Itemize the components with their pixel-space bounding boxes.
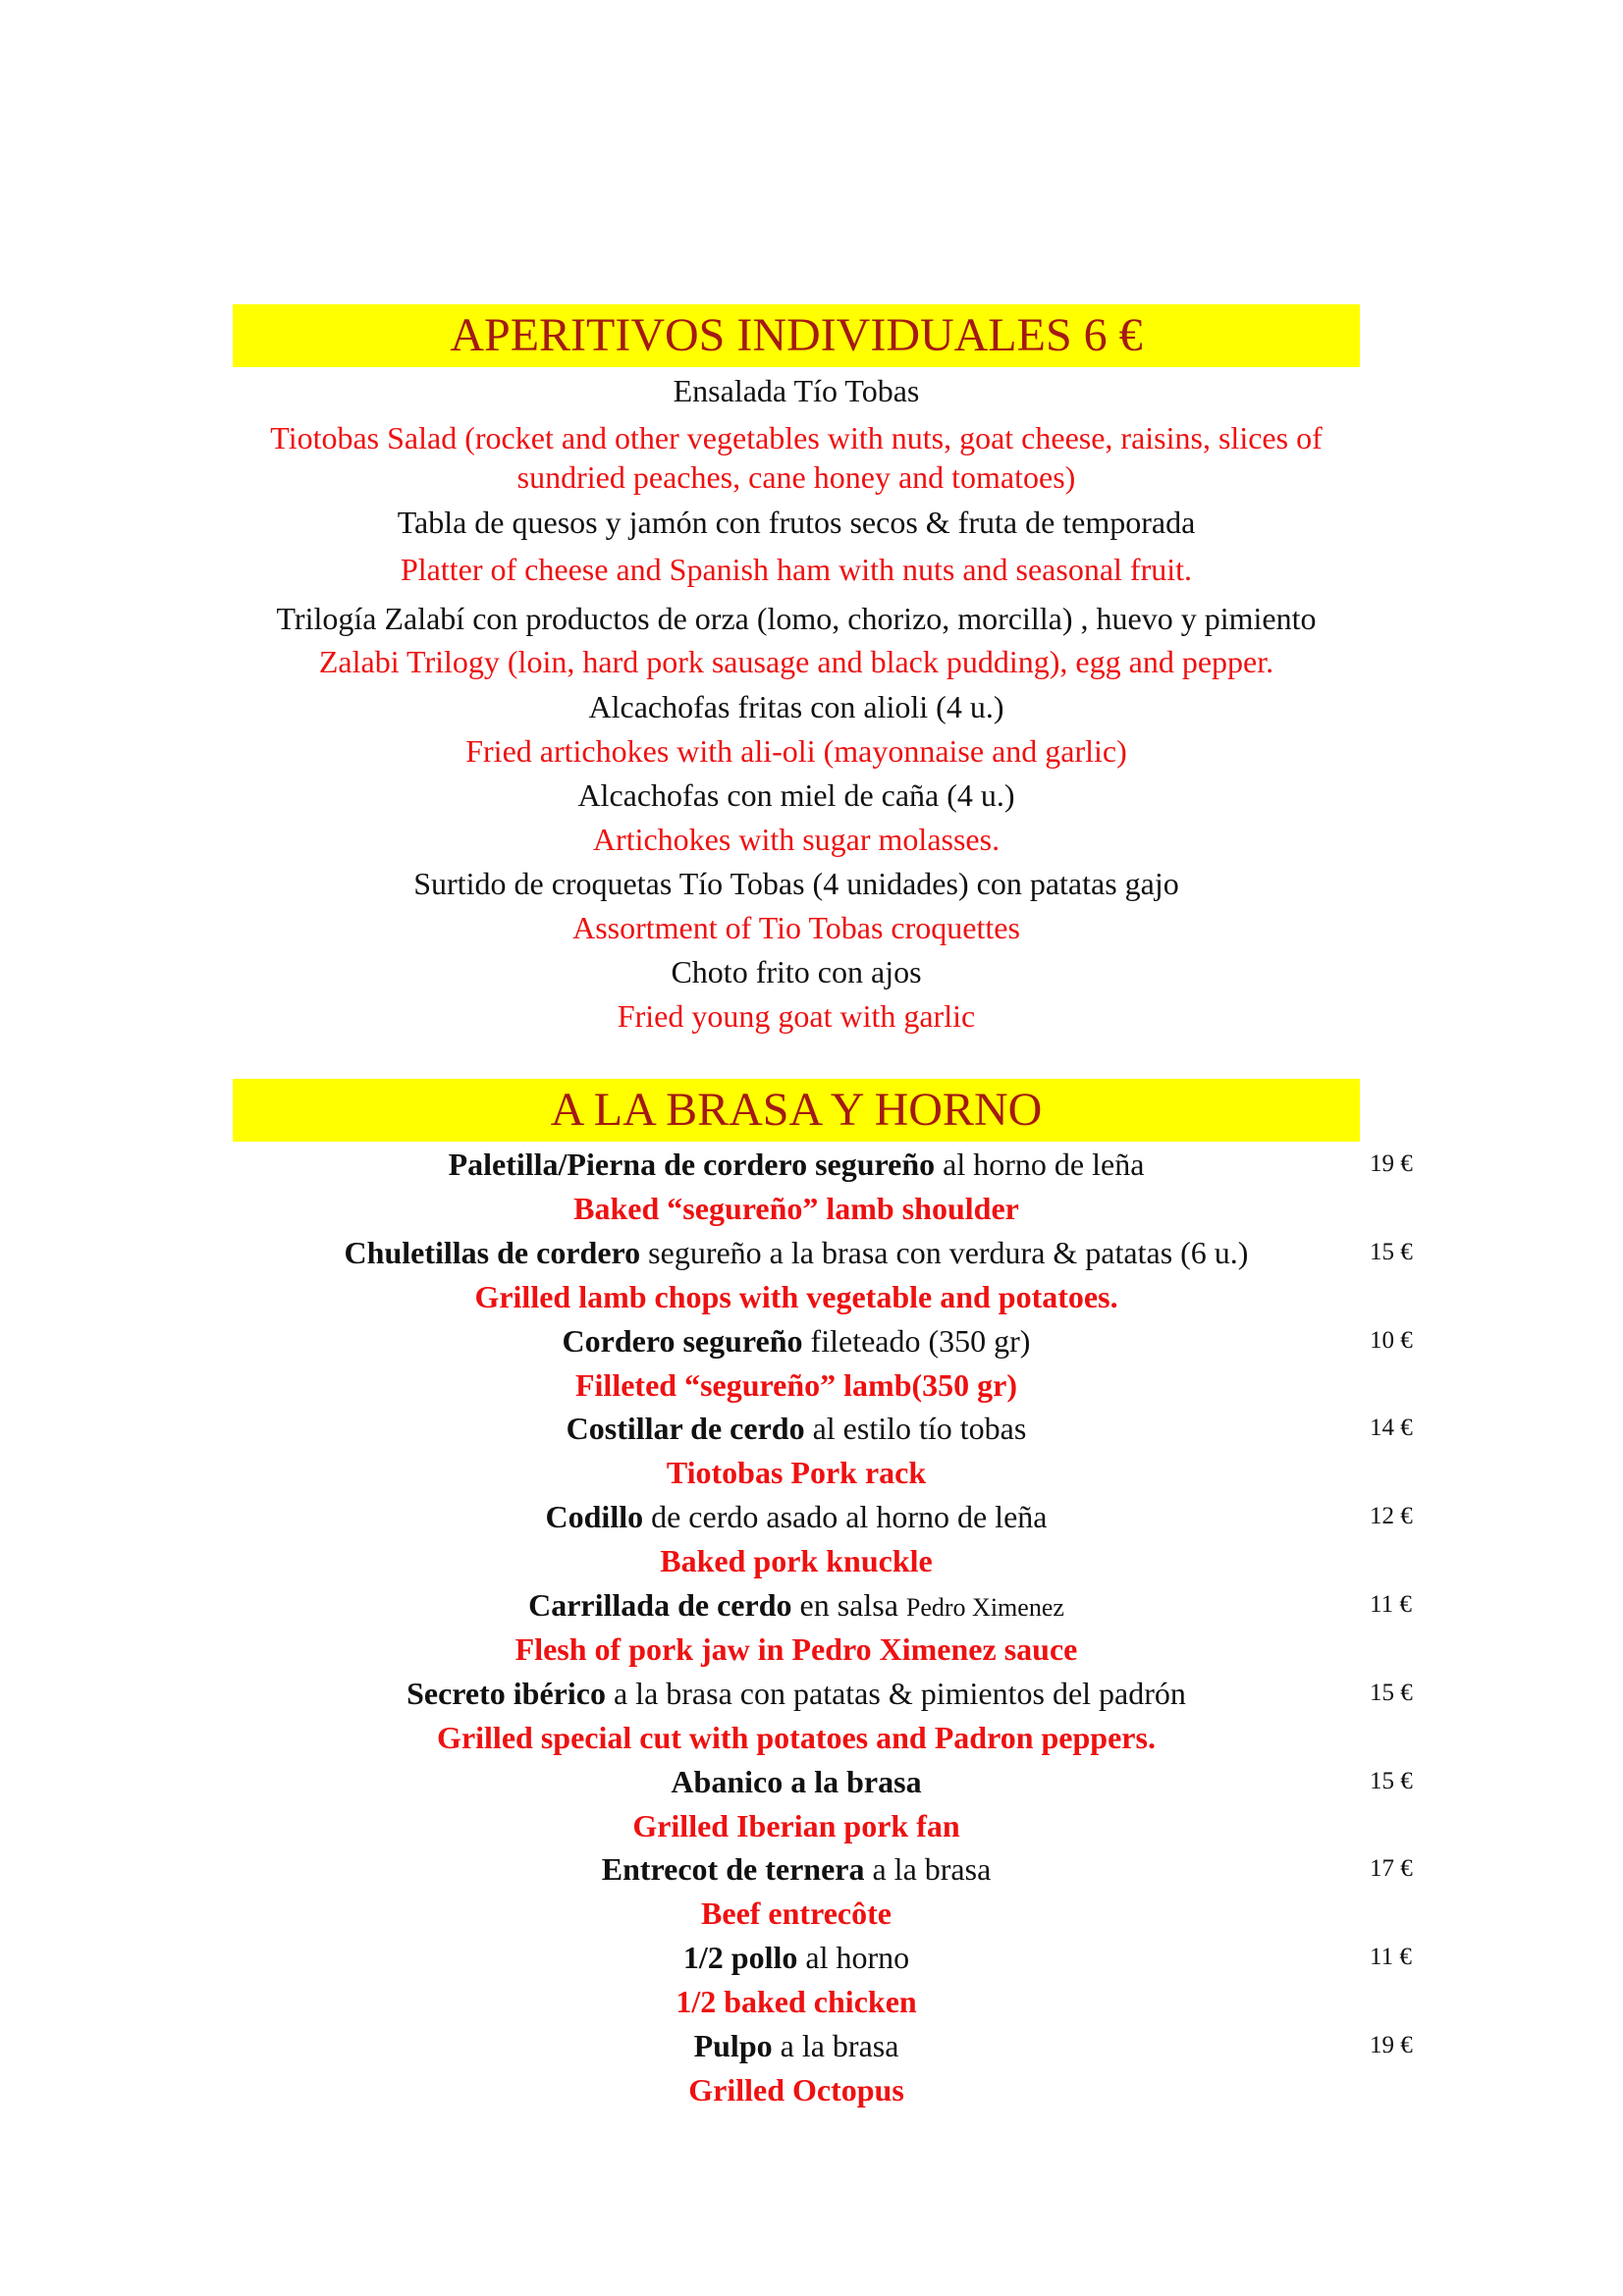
dish-desc: al horno [797, 1940, 910, 1975]
dish-en: Grilled special cut with potatoes and Padron peppers. [437, 1720, 1156, 1755]
dish-desc: al horno de leña [935, 1147, 1145, 1182]
dish-price: 19 € [1370, 1150, 1413, 1177]
aperitivo-es: Trilogía Zalabí con productos de orza (lomo, chorizo, morcilla) , huevo y pimiento [276, 601, 1317, 636]
dish-name [233, 2026, 1360, 2065]
aperitivo-es: Alcachofas fritas con alioli (4 u.) [588, 689, 1004, 724]
dish-desc: a la brasa [864, 1851, 992, 1887]
aperitivo-es: Surtido de croquetas Tío Tobas (4 unidades) con patatas gajo [413, 866, 1179, 901]
dish-price: 10 € [1370, 1327, 1413, 1354]
dish-name-bold: Entrecot de ternera [601, 1851, 865, 1887]
dish-name-bold: Paletilla/Pierna de cordero segureño [448, 1147, 936, 1182]
dish-name [233, 1585, 1360, 1628]
dish-price: 14 € [1370, 1415, 1413, 1441]
aperitivo-en: Fried young goat with garlic [617, 998, 976, 1034]
aperitivo-en: Platter of cheese and Spanish ham with nuts and seasonal fruit. [400, 552, 1193, 587]
dish-desc: al estilo tío tobas [804, 1411, 1027, 1446]
dish-name-bold: Abanico a la brasa [671, 1764, 922, 1799]
dish-en: Filleted “segureño” lamb(350 gr) [574, 1367, 1017, 1403]
dish-en: Grilled Octopus [688, 2072, 904, 2108]
dish-desc: a la brasa [772, 2028, 899, 2063]
dish-en: Baked pork knuckle [660, 1543, 933, 1578]
aperitivo-es: Alcachofas con miel de caña (4 u.) [577, 777, 1015, 813]
aperitivo-en: Tiotobas Salad (rocket and other vegetables with nuts, goat cheese, raisins, slices of sundried peaches, cane honey and tomatoes) [270, 420, 1323, 495]
dish-price: 15 € [1370, 1680, 1413, 1706]
dish-name-bold: Carrillada de cerdo [528, 1587, 792, 1623]
section-title-brasa: A LA BRASA Y HORNO [233, 1079, 1360, 1142]
dish-desc: a la brasa con patatas & pimientos del padrón [605, 1676, 1186, 1711]
dish-price: 15 € [1370, 1768, 1413, 1794]
dish-price: 12 € [1370, 1503, 1413, 1529]
dish-name-bold: Secreto ibérico [406, 1676, 606, 1711]
dish-en: Grilled Iberian pork fan [632, 1808, 960, 1843]
aperitivo-en: Fried artichokes with ali-oli (mayonnaise and garlic) [465, 733, 1127, 769]
dish-name-bold: Pulpo [693, 2028, 773, 2063]
dish-name-bold: Cordero segureño [562, 1323, 803, 1359]
dish-price: 11 € [1370, 1944, 1412, 1970]
dish-name-bold: Chuletillas de cordero [344, 1235, 641, 1270]
dish-desc-small: Pedro Ximenez [905, 1593, 1064, 1622]
dish-desc: segureño a la brasa con verdura & patatas (6 u.) [640, 1235, 1249, 1270]
dish-en: Flesh of pork jaw in Pedro Ximenez sauce [514, 1631, 1078, 1667]
dish-name [233, 1497, 1360, 1536]
dish-name-bold: Codillo [545, 1499, 644, 1534]
dish-name-bold: Costillar de cerdo [566, 1411, 805, 1446]
dish-desc: fileteado (350 gr) [802, 1323, 1031, 1359]
dish-price: 19 € [1370, 2032, 1413, 2058]
aperitivo-es: Ensalada Tío Tobas [673, 373, 920, 408]
aperitivo-en: Artichokes with sugar molasses. [592, 822, 1001, 857]
dish-en: 1/2 baked chicken [676, 1984, 917, 2019]
dish-name [233, 1409, 1360, 1448]
aperitivo-en: Assortment of Tio Tobas croquettes [572, 910, 1020, 945]
dish-price: 15 € [1370, 1239, 1413, 1265]
dish-desc: de cerdo asado al horno de leña [643, 1499, 1048, 1534]
dish-en: Baked “segureño” lamb shoulder [573, 1191, 1019, 1226]
dish-name [233, 1321, 1360, 1361]
dish-name [233, 1233, 1360, 1272]
dish-name [233, 1849, 1360, 1889]
dish-name [233, 1938, 1360, 1977]
dish-name [233, 1674, 1360, 1713]
dish-name [233, 1145, 1360, 1184]
dish-name-bold: 1/2 pollo [682, 1940, 798, 1975]
dish-en: Beef entrecôte [701, 1896, 892, 1931]
dish-price: 11 € [1370, 1591, 1412, 1618]
dish-en: Tiotobas Pork rack [666, 1455, 927, 1490]
aperitivo-es: Tabla de quesos y jamón con frutos secos & fruta de temporada [397, 505, 1196, 540]
aperitivo-es: Choto frito con ajos [671, 954, 922, 989]
aperitivo-en: Zalabi Trilogy (loin, hard pork sausage and black pudding), egg and pepper. [318, 644, 1274, 679]
dish-price: 17 € [1370, 1855, 1413, 1882]
dish-en: Grilled lamb chops with vegetable and potatoes. [474, 1279, 1118, 1314]
section-title-aperitivos: APERITIVOS INDIVIDUALES 6 € [233, 304, 1360, 367]
dish-name [233, 1762, 1360, 1801]
dish-desc: en salsa [791, 1587, 906, 1623]
